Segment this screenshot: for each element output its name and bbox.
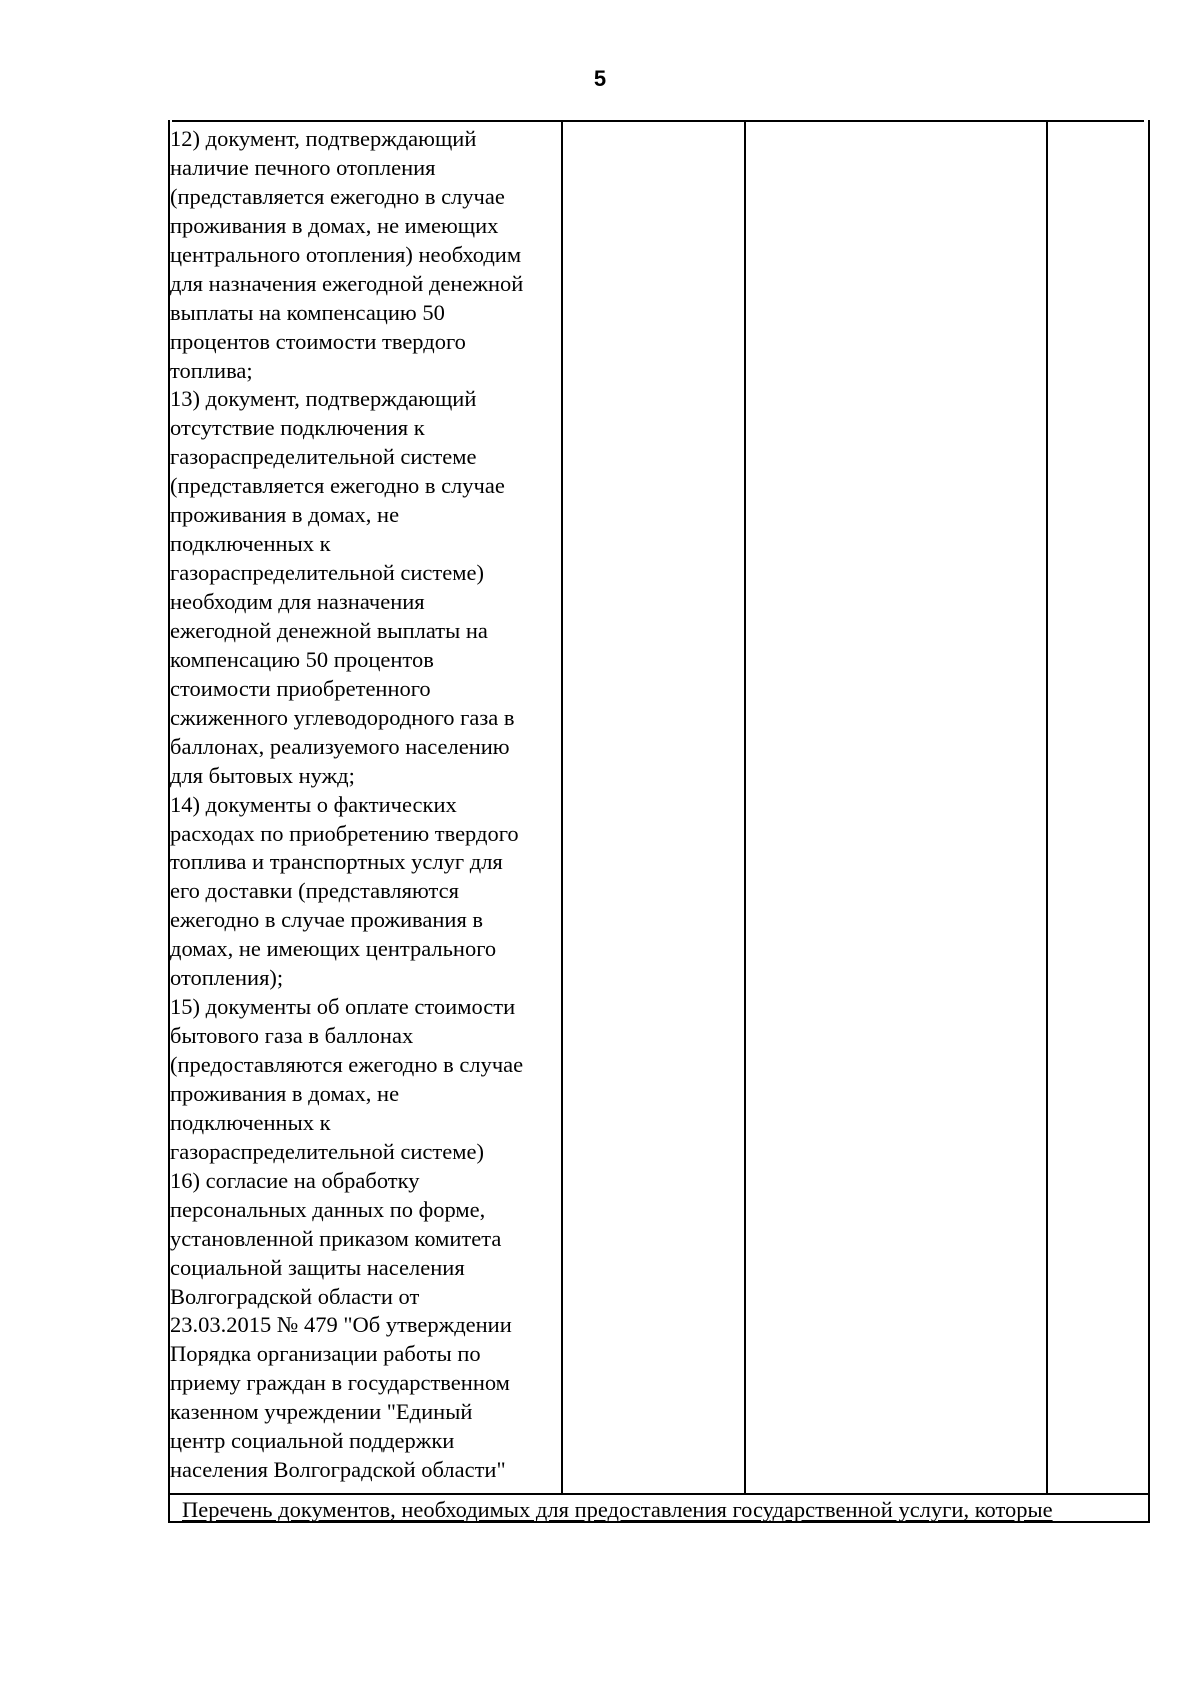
cell-text-line: центр социальной поддержки <box>170 1428 455 1454</box>
cell-text-line: 23.03.2015 № 479 "Об утверждении <box>170 1312 512 1338</box>
cell-text-line: сжиженного углеводородного газа в <box>170 704 515 730</box>
cell-text-line: топлива и транспортных услуг для <box>170 849 503 875</box>
cell-text-line: для бытовых нужд; <box>170 762 355 788</box>
cell-text-line: стоимости приобретенного <box>170 675 431 701</box>
cell-text-line: проживания в домах, не <box>170 502 400 528</box>
cell-text-line: персональных данных по форме, <box>170 1196 486 1222</box>
column-divider-3 <box>1046 120 1048 1493</box>
cell-text-line: 12) документ, подтверждающий <box>170 126 477 151</box>
cell-text-line: 16) согласие на обработку <box>170 1167 420 1193</box>
cell-text-line: 15) документы об оплате стоимости <box>170 994 516 1020</box>
cell-text-line: газораспределительной системе) <box>170 1138 484 1164</box>
cell-text-line: (представляется ежегодно в случае <box>170 183 505 209</box>
document-list-cell <box>170 125 565 1485</box>
cell-text-line: наличие печного отопления <box>170 154 436 180</box>
cell-text-line: домах, не имеющих центрального <box>170 936 497 962</box>
cell-text-line: ежегодной денежной выплаты на <box>170 617 488 643</box>
cell-text-line: процентов стоимости твердого <box>170 328 466 354</box>
cell-text-line: приему граждан в государственном <box>170 1370 510 1396</box>
cell-text-line: населения Волгоградской области" <box>170 1457 506 1483</box>
cell-text-line: необходим для назначения <box>170 589 425 614</box>
cell-text-line: бытового газа в баллонах <box>170 1023 414 1049</box>
row-divider <box>168 1493 1150 1495</box>
table-border-top <box>172 120 1144 122</box>
cell-text-line: его доставки (представляются <box>170 878 459 904</box>
cell-text-line: социальной защиты населения <box>170 1254 465 1280</box>
cell-text-line: для назначения ежегодной денежной <box>170 270 524 296</box>
column-divider-2 <box>744 120 746 1493</box>
cell-text-line: Волгоградской области от <box>170 1283 420 1309</box>
cell-text-line: установленной приказом комитета <box>170 1225 502 1251</box>
cell-text-line: подключенных к <box>170 1109 331 1135</box>
cell-text-line: ежегодно в случае проживания в <box>170 907 484 933</box>
cell-text-line: газораспределительной системе <box>170 444 477 470</box>
cell-text-line: баллонах, реализуемого населению <box>170 733 510 759</box>
cell-text-line: центрального отопления) необходим <box>170 241 522 267</box>
cell-text-line: казенном учреждении "Единый <box>170 1399 473 1425</box>
footer-row-text <box>166 1496 1200 1524</box>
cell-text-line: компенсацию 50 процентов <box>170 646 434 672</box>
page-number: 5 <box>593 66 607 91</box>
cell-text-line: газораспределительной системе) <box>170 560 484 586</box>
cell-text-line: подключенных к <box>170 531 331 557</box>
cell-text-line: Порядка организации работы по <box>170 1341 481 1367</box>
cell-text-line: отопления); <box>170 965 284 991</box>
cell-text-line: 14) документы о фактических <box>170 791 457 817</box>
cell-text-line: (представляется ежегодно в случае <box>170 473 505 499</box>
cell-text-line: проживания в домах, не <box>170 1080 400 1106</box>
cell-text-line: проживания в домах, не имеющих <box>170 212 499 238</box>
table-border-right <box>1148 120 1150 1522</box>
footer-row-label: Перечень документов, необходимых для предоставления государственной услуги, которые <box>182 1497 1053 1522</box>
cell-text-line: 13) документ, подтверждающий <box>170 386 477 412</box>
cell-text-line: отсутствие подключения к <box>170 415 425 441</box>
cell-text-line: выплаты на компенсацию 50 <box>170 299 445 325</box>
cell-text-line: топлива; <box>170 357 253 383</box>
cell-text-line: расходах по приобретению твердого <box>170 820 519 846</box>
cell-text-line: (предоставляются ежегодно в случае <box>170 1052 524 1077</box>
